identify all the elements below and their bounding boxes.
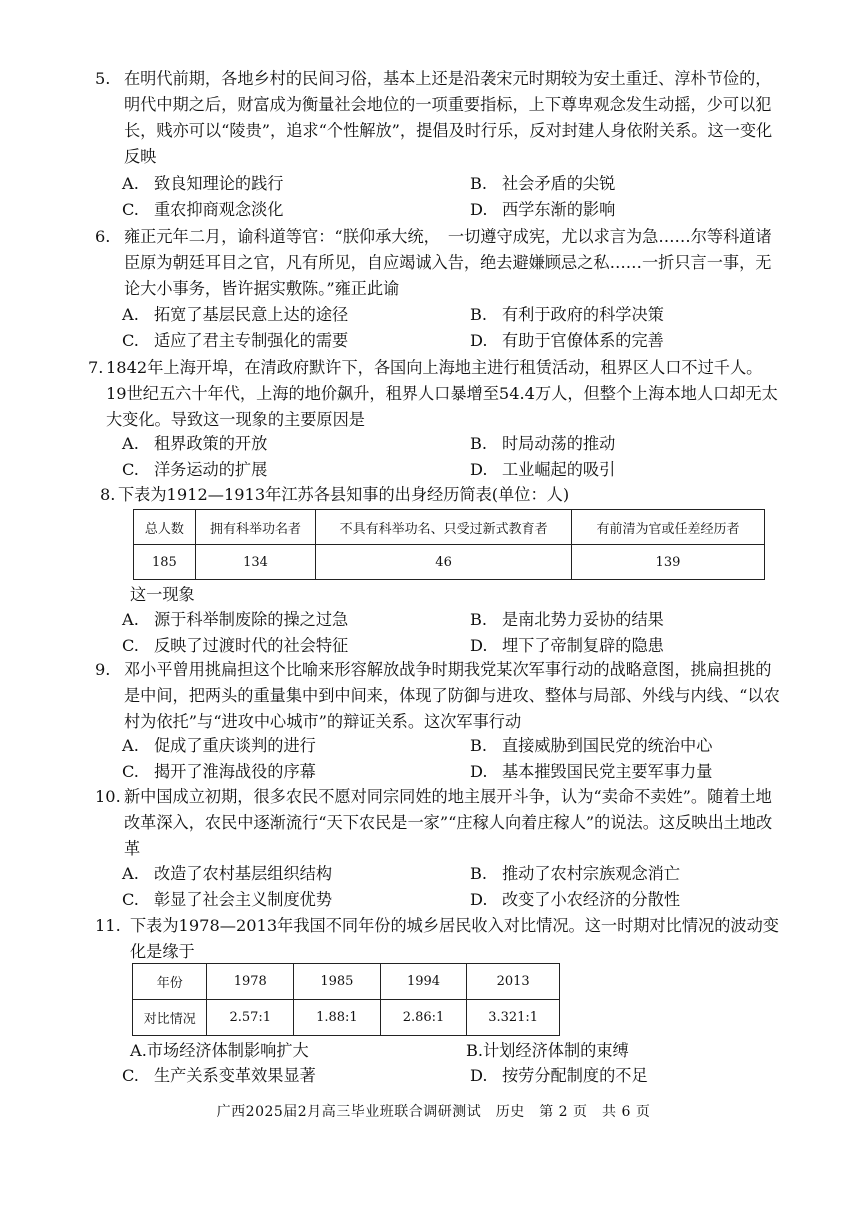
option-text: 重农抑商观念淡化 bbox=[154, 200, 284, 219]
option-label: B. bbox=[470, 610, 488, 629]
option-d[interactable] bbox=[470, 759, 712, 785]
option-d[interactable] bbox=[470, 633, 664, 659]
option-text: 是南北势力妥协的结果 bbox=[502, 610, 664, 629]
option-label: D. bbox=[470, 890, 488, 909]
table-cell: 2013 bbox=[467, 964, 560, 1000]
option-label: D. bbox=[470, 200, 488, 219]
table-cell: 对比情况 bbox=[133, 1000, 207, 1036]
option-text: 计划经济体制的束缚 bbox=[483, 1041, 629, 1060]
option-label: C. bbox=[122, 762, 139, 781]
option-label: D. bbox=[470, 636, 488, 655]
option-c[interactable] bbox=[122, 197, 284, 223]
table-header-row bbox=[134, 510, 765, 545]
option-label: A. bbox=[122, 610, 139, 629]
option-c[interactable] bbox=[122, 328, 348, 354]
option-d[interactable] bbox=[470, 887, 680, 913]
option-text: 适应了君主专制强化的需要 bbox=[154, 331, 349, 350]
option-text: 彰显了社会主义制度优势 bbox=[154, 890, 333, 909]
question-stem: 下表为1978—2013年我国不同年份的城乡居民收入对比情况。这一时期对比情况的波动变化是缘于 bbox=[130, 916, 779, 961]
question-number: 5. bbox=[95, 69, 111, 88]
table-cell: 134 bbox=[195, 545, 315, 580]
table-cell: 46 bbox=[316, 545, 572, 580]
table-cell: 年份 bbox=[133, 964, 207, 1000]
option-text: 时局动荡的推动 bbox=[502, 434, 616, 453]
question-stem: 下表为1912—1913年江苏各县知事的出身经历简表(单位：人) bbox=[118, 485, 570, 504]
table-cell: 1994 bbox=[380, 964, 467, 1000]
option-b[interactable] bbox=[470, 171, 615, 197]
table-cell: 1978 bbox=[207, 964, 294, 1000]
option-text: 揭开了淮海战役的序幕 bbox=[154, 762, 316, 781]
option-label: B. bbox=[470, 434, 488, 453]
option-label: C. bbox=[122, 200, 139, 219]
option-label: B. bbox=[470, 736, 488, 755]
option-d[interactable] bbox=[470, 328, 664, 354]
option-text: 致良知理论的践行 bbox=[154, 174, 284, 193]
option-c[interactable] bbox=[122, 633, 348, 659]
option-b[interactable] bbox=[470, 607, 664, 633]
table-header-cell: 有前清为官或任差经历者 bbox=[571, 510, 764, 545]
option-b[interactable] bbox=[466, 1038, 629, 1064]
option-text: 源于科举制废除的操之过急 bbox=[154, 610, 349, 629]
option-label: B. bbox=[470, 305, 488, 324]
option-c[interactable] bbox=[122, 1063, 316, 1089]
option-b[interactable] bbox=[470, 733, 712, 759]
option-b[interactable] bbox=[470, 861, 680, 887]
question-stem: 1842年上海开埠，在清政府默许下，各国向上海地主进行租赁活动，租界区人口不过千人。19世纪五六十年代，上海的地价飙升，租界人口暴增至54.4万人，但整个上海本地人口却无太大变化。导致这一现象的主要原因是 bbox=[106, 358, 778, 429]
option-text: 推动了农村宗族观念消亡 bbox=[502, 864, 681, 883]
option-text: 埋下了帝制复辟的隐患 bbox=[502, 636, 664, 655]
question-number: 9. bbox=[95, 660, 111, 679]
option-text: 西学东渐的影响 bbox=[502, 200, 616, 219]
option-label: D. bbox=[470, 762, 488, 781]
option-a[interactable] bbox=[122, 607, 348, 633]
option-label: A. bbox=[130, 1041, 147, 1060]
table-cell: 185 bbox=[134, 545, 196, 580]
option-b[interactable] bbox=[470, 302, 664, 328]
option-text: 有利于政府的科学决策 bbox=[502, 305, 664, 324]
option-label: D. bbox=[470, 331, 488, 350]
option-label: A. bbox=[122, 174, 139, 193]
table-header-cell: 总人数 bbox=[134, 510, 196, 545]
option-label: A. bbox=[122, 864, 139, 883]
question-stem: 雍正元年二月，谕科道等官：“朕仰承大统， 一切遵守成宪，尤以求言为急……尔等科道诸臣原为朝廷耳目之官，凡有所见，自应竭诚入告，绝去避嫌顾忌之私……一折只言一事，无论大小事务，皆许据实敷陈。”雍正此谕 bbox=[124, 227, 772, 298]
table-cell: 2.57:1 bbox=[207, 1000, 294, 1036]
table-header-cell: 不具有科举功名、只受过新式教育者 bbox=[316, 510, 572, 545]
option-label: A. bbox=[122, 305, 139, 324]
option-a[interactable] bbox=[122, 431, 267, 457]
option-text: 促成了重庆谈判的进行 bbox=[154, 736, 316, 755]
option-c[interactable] bbox=[122, 887, 332, 913]
option-d[interactable] bbox=[470, 197, 615, 223]
table-cell: 2.86:1 bbox=[380, 1000, 467, 1036]
option-text: 基本摧毁国民党主要军事力量 bbox=[502, 762, 713, 781]
option-text: 反映了过渡时代的社会特征 bbox=[154, 636, 349, 655]
option-label: A. bbox=[122, 434, 139, 453]
option-label: C. bbox=[122, 460, 139, 479]
option-b[interactable] bbox=[470, 431, 615, 457]
question-number: 10. bbox=[95, 787, 121, 806]
option-label: C. bbox=[122, 331, 139, 350]
table-cell: 1985 bbox=[294, 964, 381, 1000]
option-label: D. bbox=[470, 460, 488, 479]
option-text: 市场经济体制影响扩大 bbox=[146, 1041, 309, 1060]
table-row bbox=[133, 1000, 560, 1036]
question-number: 7. bbox=[88, 358, 104, 377]
option-a[interactable] bbox=[122, 733, 316, 759]
option-a[interactable] bbox=[130, 1038, 309, 1064]
option-label: B. bbox=[466, 1041, 484, 1060]
option-text: 按劳分配制度的不足 bbox=[502, 1066, 648, 1085]
table-cell: 3.321:1 bbox=[467, 1000, 560, 1036]
option-a[interactable] bbox=[122, 171, 284, 197]
option-text: 生产关系变革效果显著 bbox=[154, 1066, 316, 1085]
option-label: D. bbox=[470, 1066, 488, 1085]
option-c[interactable] bbox=[122, 759, 316, 785]
option-a[interactable] bbox=[122, 302, 348, 328]
option-text: 直接威胁到国民党的统治中心 bbox=[502, 736, 713, 755]
table-cell: 1.88:1 bbox=[294, 1000, 381, 1036]
table-cell: 139 bbox=[571, 545, 764, 580]
option-label: B. bbox=[470, 864, 488, 883]
question-stem: 在明代前期，各地乡村的民间习俗，基本上还是沿袭宋元时期较为安土重迁、淳朴节俭的，明代中期之后，财富成为衡量社会地位的一项重要指标，上下尊卑观念发生动摇，少可以犯长，贱亦可以“陵贵”，追求“个性解放”，提倡及时行乐，反对封建人身依附关系。这一变化反映 bbox=[124, 69, 773, 166]
question-number: 8. bbox=[100, 485, 116, 504]
table-row bbox=[134, 545, 765, 580]
data-table bbox=[132, 963, 560, 1036]
data-table bbox=[133, 509, 765, 580]
option-text: 拓宽了基层民意上达的途径 bbox=[154, 305, 349, 324]
question-number: 11. bbox=[95, 916, 121, 935]
option-text: 社会矛盾的尖锐 bbox=[502, 174, 616, 193]
question-stem: 新中国成立初期，很多农民不愿对同宗同姓的地主展开斗争，认为“卖命不卖姓”。随着土地改革深入，农民中逐渐流行“天下农民是一家”“庄稼人向着庄稼人”的说法。这反映出土地改革 bbox=[124, 787, 773, 858]
option-label: C. bbox=[122, 890, 139, 909]
option-a[interactable] bbox=[122, 861, 332, 887]
option-d[interactable] bbox=[470, 1063, 648, 1089]
option-label: C. bbox=[122, 1066, 139, 1085]
option-label: C. bbox=[122, 636, 139, 655]
question-continuation: 这一现象 bbox=[130, 585, 195, 604]
question-number: 6. bbox=[95, 227, 111, 246]
table-row bbox=[133, 964, 560, 1000]
option-text: 有助于官僚体系的完善 bbox=[502, 331, 664, 350]
option-text: 租界政策的开放 bbox=[154, 434, 268, 453]
option-text: 改造了农村基层组织结构 bbox=[154, 864, 333, 883]
option-c[interactable] bbox=[122, 457, 267, 483]
page-footer: 广西2025届2月高三毕业班联合调研测试 历史 第 2 页 共 6 页 bbox=[216, 1104, 651, 1120]
option-label: A. bbox=[122, 736, 139, 755]
option-text: 改变了小农经济的分散性 bbox=[502, 890, 681, 909]
option-text: 洋务运动的扩展 bbox=[154, 460, 268, 479]
option-text: 工业崛起的吸引 bbox=[502, 460, 616, 479]
table-header-cell: 拥有科举功名者 bbox=[195, 510, 315, 545]
option-d[interactable] bbox=[470, 457, 615, 483]
question-stem: 邓小平曾用挑扁担这个比喻来形容解放战争时期我党某次军事行动的战略意图，挑扁担挑的是中间，把两头的重量集中到中间来，体现了防御与进攻、整体与局部、外线与内线、“以农村为依托”与“进攻中心城市”的辩证关系。这次军事行动 bbox=[124, 660, 780, 731]
option-label: B. bbox=[470, 174, 488, 193]
